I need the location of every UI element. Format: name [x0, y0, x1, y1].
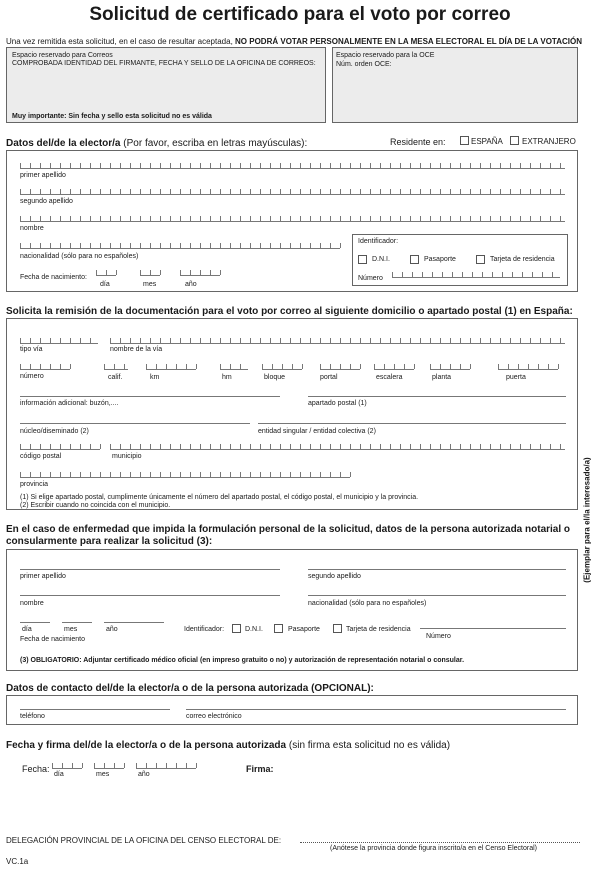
municipio-field[interactable] — [110, 444, 565, 450]
tipo-via-label: tipo vía — [20, 346, 43, 353]
nombre-field[interactable] — [20, 216, 565, 222]
numero-field[interactable] — [392, 272, 560, 278]
puerta-field[interactable] — [498, 364, 558, 370]
correo-label: correo electrónico — [186, 713, 242, 720]
contacto-box — [6, 695, 578, 725]
portal-label: portal — [320, 374, 338, 381]
aut-ano-label: año — [106, 626, 118, 633]
correos-label: Espacio reservado para Correos — [12, 52, 113, 59]
nucleo-field[interactable] — [20, 423, 250, 424]
aut-segundo-apellido-label: segundo apellido — [308, 573, 361, 580]
aut-mes-label: mes — [64, 626, 78, 633]
firma-ano-field[interactable] — [136, 763, 196, 769]
segundo-apellido-label: segundo apellido — [20, 198, 73, 205]
aut-nacionalidad-field[interactable] — [308, 595, 566, 596]
pasaporte-label: Pasaporte — [424, 256, 456, 263]
planta-label: planta — [432, 374, 452, 381]
firma-heading: Fecha y firma del/de la elector/a o de la persona autorizada (sin firma esta solicitud no es válida) — [6, 740, 451, 751]
puerta-label: puerta — [506, 374, 526, 381]
form-title: Solicitud de certificado para el voto por correo — [89, 4, 511, 25]
aut-numero-label: Número — [426, 633, 451, 640]
correos-important: Muy importante: Sin fecha y sello esta solicitud no es válida — [12, 113, 212, 120]
apartado-field[interactable] — [308, 396, 566, 397]
municipio-label: municipio — [112, 453, 142, 460]
bloque-label: bloque — [264, 374, 286, 381]
provincia-label: provincia — [20, 481, 49, 488]
aut-fecha-nacimiento-label: Fecha de nacimiento — [20, 636, 85, 643]
dia-label: día — [100, 281, 110, 288]
nombre-label: nombre — [20, 225, 44, 232]
km-label: km — [150, 374, 160, 381]
codigo-postal-label: código postal — [20, 453, 62, 460]
correos-instruction: COMPROBADA IDENTIDAD DEL FIRMANTE, FECHA Y SELLO DE LA OFICINA DE CORREOS: — [12, 60, 316, 67]
form-code: VC.1a — [6, 857, 29, 866]
primer-apellido-label: primer apellido — [20, 172, 66, 179]
aut-dni-label: D.N.I. — [245, 626, 263, 633]
delegacion-field[interactable] — [300, 842, 580, 843]
intro-bold: NO PODRÁ VOTAR PERSONALMENTE EN LA MESA ELECTORAL EL DÍA DE LA VOTACIÓN — [235, 37, 582, 46]
provincia-field[interactable] — [20, 472, 350, 478]
aut-pasaporte-label: Pasaporte — [288, 626, 320, 633]
domicilio-box — [6, 318, 578, 510]
info-adicional-field[interactable] — [20, 396, 280, 397]
contacto-heading: Datos de contacto del/de la elector/a o de la persona autorizada (OPCIONAL): — [6, 683, 374, 694]
firma-ano-label: año — [138, 771, 150, 778]
calif-field[interactable] — [104, 364, 128, 370]
aut-mes-field[interactable] — [62, 622, 92, 623]
ano-label: año — [185, 281, 197, 288]
autorizada-heading-2: consularmente para realizar la solicitud (3): — [6, 536, 213, 547]
ejemplar-label: (Ejemplar para el/la interesado/a) — [582, 457, 592, 583]
extranjero-label: EXTRANJERO — [522, 137, 576, 146]
escalera-label: escalera — [376, 374, 403, 381]
firma-label: Firma: — [246, 764, 274, 774]
firma-mes-label: mes — [96, 771, 110, 778]
numero-dom-field[interactable] — [20, 364, 70, 370]
aut-tarjeta-checkbox[interactable] — [333, 624, 342, 633]
telefono-field[interactable] — [20, 709, 170, 710]
aut-obligatorio-note: (3) OBLIGATORIO: Adjuntar certificado médico oficial (en impreso gratuito o no) y autorización de representación notarial o consular. — [20, 657, 465, 664]
nacionalidad-label: nacionalidad (sólo para no españoles) — [20, 253, 139, 260]
espana-checkbox[interactable] — [460, 136, 469, 145]
espana-label: ESPAÑA — [471, 137, 503, 146]
aut-tarjeta-label: Tarjeta de residencia — [346, 626, 411, 633]
calif-label: calif. — [108, 374, 123, 381]
tipo-via-field[interactable] — [20, 338, 98, 344]
domicilio-heading: Solicita la remisión de la documentación para el voto por correo al siguiente domicilio o apartado postal (1) en España: — [6, 306, 573, 317]
aut-nombre-label: nombre — [20, 600, 44, 607]
aut-segundo-apellido-field[interactable] — [308, 569, 566, 570]
planta-field[interactable] — [430, 364, 470, 370]
aut-ano-field[interactable] — [104, 622, 164, 623]
numero-label: Número — [358, 275, 383, 282]
hm-label: hm — [222, 374, 232, 381]
oce-order: Núm. orden OCE: — [336, 61, 392, 68]
aut-dia-field[interactable] — [20, 622, 50, 623]
aut-nacionalidad-label: nacionalidad (sólo para no españoles) — [308, 600, 427, 607]
residente-label: Residente en: — [390, 137, 446, 147]
fecha-label: Fecha: — [22, 764, 50, 774]
dni-label: D.N.I. — [372, 256, 390, 263]
ano-field[interactable] — [180, 270, 220, 276]
mes-label: mes — [143, 281, 157, 288]
mes-field[interactable] — [140, 270, 160, 276]
primer-apellido-field[interactable] — [20, 163, 565, 169]
entidad-field[interactable] — [258, 423, 566, 424]
dni-checkbox[interactable] — [358, 255, 367, 264]
nombre-via-field[interactable] — [110, 338, 565, 344]
escalera-field[interactable] — [374, 364, 414, 370]
elector-heading: Datos del/de la elector/a (Por favor, escriba en letras mayúsculas): — [6, 138, 308, 149]
aut-pasaporte-checkbox[interactable] — [274, 624, 283, 633]
aut-identificador-label: Identificador: — [184, 626, 225, 633]
aut-primer-apellido-field[interactable] — [20, 569, 280, 570]
aut-nombre-field[interactable] — [20, 595, 280, 596]
domicilio-note-1: (1) Si elige apartado postal, cumplimente únicamente el número del apartado postal, el código postal, el municipio y la provincia. — [20, 494, 419, 501]
aut-primer-apellido-label: primer apellido — [20, 573, 66, 580]
aut-numero-field[interactable] — [420, 628, 566, 629]
autorizada-heading-1: En el caso de enfermedad que impida la formulación personal de la solicitud, datos de la persona autorizada notarial o — [6, 524, 571, 535]
bloque-field[interactable] — [262, 364, 302, 370]
aut-dia-label: día — [22, 626, 32, 633]
portal-field[interactable] — [320, 364, 360, 370]
dia-field[interactable] — [96, 270, 116, 276]
firma-mes-field[interactable] — [94, 763, 124, 769]
correo-field[interactable] — [186, 709, 566, 710]
intro-normal: Una vez remitida esta solicitud, en el caso de resultar aceptada, — [6, 37, 236, 46]
hm-field[interactable] — [220, 364, 248, 370]
pasaporte-checkbox[interactable] — [410, 255, 419, 264]
tarjeta-checkbox[interactable] — [476, 255, 485, 264]
extranjero-checkbox[interactable] — [510, 136, 519, 145]
firma-dia-field[interactable] — [52, 763, 82, 769]
aut-dni-checkbox[interactable] — [232, 624, 241, 633]
nucleo-label: núcleo/diseminado (2) — [20, 428, 89, 435]
domicilio-note-2: (2) Escribir cuando no coincida con el municipio. — [20, 502, 171, 509]
codigo-postal-field[interactable] — [20, 444, 100, 450]
numero-dom-label: número — [20, 373, 44, 380]
info-adicional-label: información adicional: buzón,.... — [20, 400, 119, 407]
tarjeta-label: Tarjeta de residencia — [490, 256, 555, 263]
identificador-label: Identificador: — [358, 238, 399, 245]
intro-notice — [6, 37, 582, 46]
delegacion-label: DELEGACIÓN PROVINCIAL DE LA OFICINA DEL CENSO ELECTORAL DE: — [6, 836, 282, 845]
nombre-via-label: nombre de la vía — [110, 346, 163, 353]
autorizada-box — [6, 549, 578, 671]
delegacion-note: (Anótese la provincia donde figura inscrito/a en el Censo Electoral) — [330, 845, 538, 852]
telefono-label: teléfono — [20, 713, 45, 720]
nacionalidad-field[interactable] — [20, 243, 340, 249]
oce-label: Espacio reservado para la OCE — [336, 52, 435, 59]
segundo-apellido-field[interactable] — [20, 189, 565, 195]
apartado-label: apartado postal (1) — [308, 400, 367, 407]
entidad-label: entidad singular / entidad colectiva (2) — [258, 428, 376, 435]
km-field[interactable] — [146, 364, 196, 370]
firma-dia-label: día — [54, 771, 64, 778]
fecha-nacimiento-label: Fecha de nacimiento: — [20, 274, 87, 281]
